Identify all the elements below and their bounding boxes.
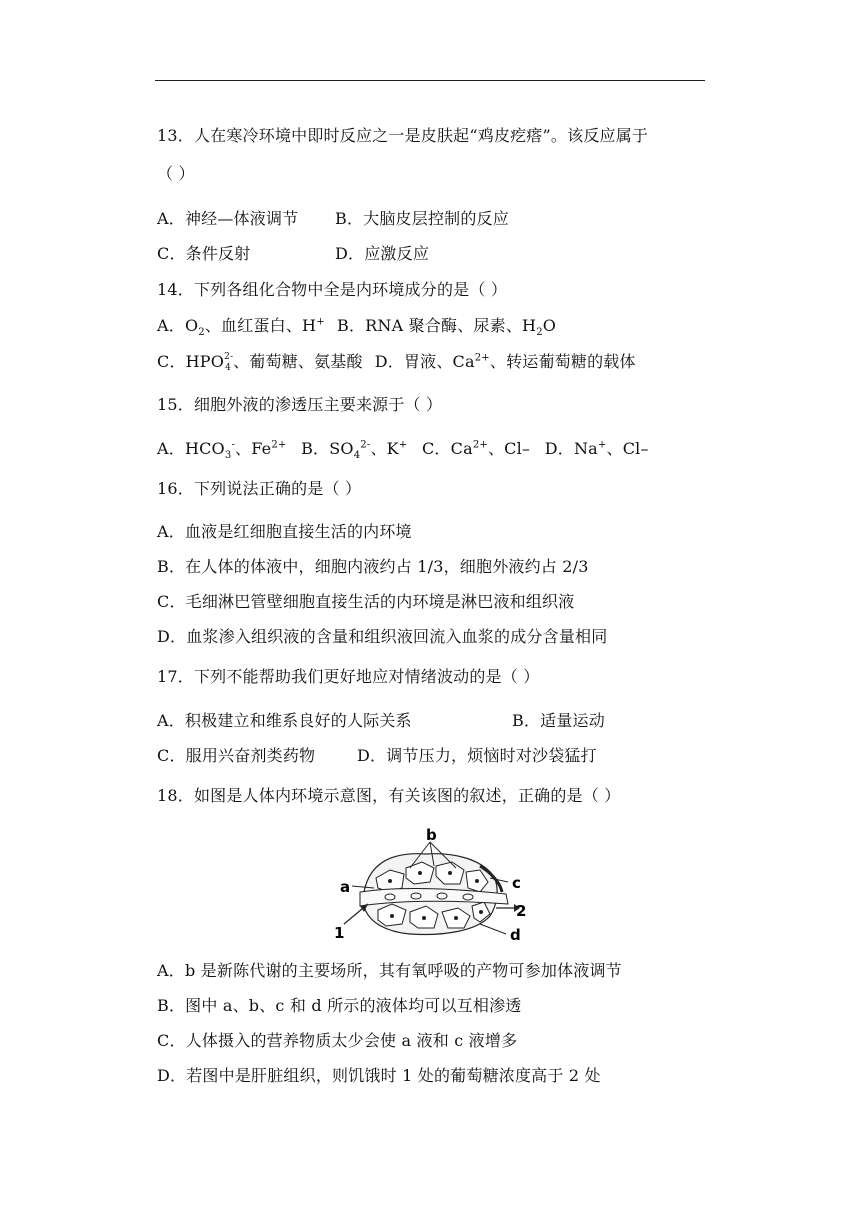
q14-ion-script: 2- 4	[224, 351, 234, 373]
q13-options-ab	[157, 209, 509, 229]
q14-options-cd	[157, 352, 636, 373]
q17-options-cd	[157, 746, 597, 766]
q15-stem: 15．细胞外液的渗透压主要来源于（ ）	[157, 395, 443, 414]
label-b: b	[426, 826, 437, 844]
q15-option-b: B．$SO_4^{2-}$、K+	[301, 439, 408, 462]
q14-stem: 14．下列各组化合物中全是内环境成分的是（ ）	[157, 280, 508, 299]
q18-option-b: B．图中 a、b、c 和 d 所示的液体均可以互相渗透	[157, 996, 522, 1015]
q18-option-a: A．b 是新陈代谢的主要场所，其有氧呼吸的产物可参加体液调节	[157, 961, 622, 980]
label-a: a	[340, 878, 351, 896]
q13-option-a: A．神经—体液调节	[157, 209, 299, 228]
q14-option-b: B．RNA 聚合酶、尿素、$H_2O$	[337, 316, 557, 339]
q16-option-b: B．在人体的体液中，细胞内液约占 1/3，细胞外液约占 2/3	[157, 557, 589, 576]
q17-option-b: B．适量运动	[512, 711, 605, 730]
q14-options-ab	[157, 316, 557, 339]
q15-option-a: A．$HCO_3^-$、$Fe^{2+}$	[157, 439, 287, 462]
q13-option-b: B．大脑皮层控制的反应	[335, 209, 509, 228]
q18-stem: 18．如图是人体内环境示意图，有关该图的叙述，正确的是（ ）	[157, 786, 621, 805]
q13-option-d: D．应激反应	[335, 244, 430, 263]
q17-option-c: C．服用兴奋剂类药物	[157, 746, 316, 765]
q14-option-a: A．$O_2$、血红蛋白、H+	[157, 316, 325, 339]
q13-option-c: C．条件反射	[157, 244, 251, 263]
q16-stem: 16．下列说法正确的是（ ）	[157, 479, 362, 498]
q13-options-cd	[157, 244, 429, 264]
q16-option-c: C．毛细淋巴管壁细胞直接生活的内环境是淋巴液和组织液	[157, 592, 575, 611]
q14-option-c: C．HPO 2- 4 、葡萄糖、氨基酸	[157, 351, 363, 373]
diagram-svg	[330, 826, 530, 944]
q14-option-d: D．胃液、$Ca^{2+}$、转运葡萄糖的载体	[374, 352, 636, 371]
q17-stem: 17．下列不能帮助我们更好地应对情绪波动的是（ ）	[157, 667, 540, 686]
q13-paren: （ ）	[157, 164, 195, 183]
q18-option-d: D．若图中是肝脏组织，则饥饿时 1 处的葡萄糖浓度高于 2 处	[157, 1066, 601, 1085]
q15-option-c: C．$Ca^{2+}$、Cl–	[421, 439, 531, 458]
q17-option-d: D．调节压力，烦恼时对沙袋猛打	[357, 746, 597, 765]
label-1: 1	[334, 924, 345, 942]
q16-option-d: D．血浆渗入组织液的含量和组织液回流入血浆的成分含量相同	[157, 627, 608, 646]
label-d: d	[510, 926, 521, 944]
header-rule	[155, 80, 705, 81]
q16-option-a: A．血液是红细胞直接生活的内环境	[157, 522, 412, 541]
q15-options	[157, 439, 649, 462]
q17-option-a: A．积极建立和维系良好的人际关系	[157, 711, 412, 730]
q15-option-d: D．Na+、Cl–	[544, 439, 649, 458]
q13-stem: 13．人在寒冷环境中即时反应之一是皮肤起“鸡皮疙瘩”。该反应属于	[157, 126, 649, 145]
q17-options-ab	[157, 711, 605, 731]
q18-option-c: C．人体摄入的营养物质太少会使 a 液和 c 液增多	[157, 1031, 518, 1050]
label-2: 2	[516, 902, 527, 920]
internal-environment-diagram	[330, 826, 530, 944]
label-c: c	[512, 874, 521, 892]
